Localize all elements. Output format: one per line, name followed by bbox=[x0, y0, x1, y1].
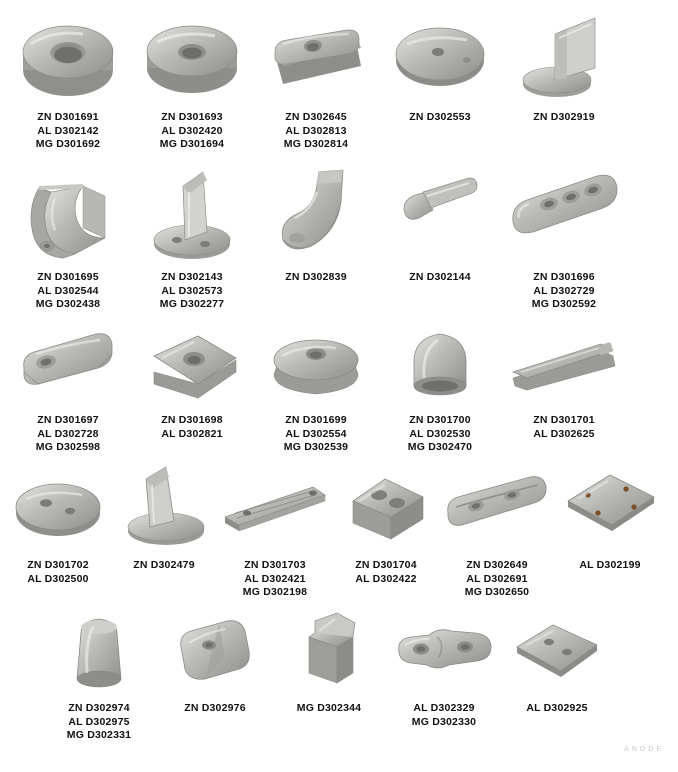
code-line: AL D302530 bbox=[409, 427, 471, 440]
product-codes bbox=[160, 271, 224, 312]
product-cell bbox=[332, 461, 440, 586]
code-line: AL D302925 bbox=[526, 702, 588, 714]
product-cell bbox=[218, 461, 332, 600]
code-line: AL D302544 bbox=[37, 284, 99, 297]
product-cell bbox=[254, 316, 378, 455]
code-line: AL D302813 bbox=[285, 124, 347, 137]
product-codes bbox=[409, 111, 471, 125]
code-line: ZN D302479 bbox=[133, 559, 195, 571]
long-rail-anode-image bbox=[218, 461, 332, 556]
tapered-disc-anode-image bbox=[254, 316, 378, 411]
product-codes bbox=[355, 559, 417, 586]
code-line: MG D302330 bbox=[411, 715, 477, 728]
code-line: ZN D301701 bbox=[533, 414, 595, 426]
product-cell bbox=[6, 158, 130, 312]
angled-block-anode-image bbox=[6, 316, 130, 411]
product-cell bbox=[502, 316, 626, 441]
code-line: ZN D302919 bbox=[533, 111, 595, 123]
code-line: AL D302500 bbox=[27, 572, 89, 585]
round-disc-anode-image bbox=[378, 8, 502, 108]
product-cell bbox=[440, 461, 554, 600]
stepped-block-anode-image bbox=[272, 607, 386, 699]
code-line: AL D302142 bbox=[37, 124, 99, 137]
square-plate-anode-image bbox=[554, 461, 666, 556]
product-row bbox=[0, 461, 678, 607]
code-line: ZN D301704 bbox=[355, 559, 417, 571]
ring-anode-thick-image bbox=[130, 8, 254, 108]
code-line: AL D302573 bbox=[161, 284, 223, 297]
code-line: AL D302421 bbox=[244, 572, 306, 585]
trim-tab-fin-anode-image bbox=[130, 158, 254, 268]
code-line: MG D302650 bbox=[464, 586, 530, 598]
product-cell bbox=[554, 461, 666, 573]
code-line: ZN D302143 bbox=[161, 271, 223, 283]
product-row bbox=[0, 607, 678, 757]
code-line: ZN D302976 bbox=[184, 702, 246, 714]
product-cell bbox=[378, 158, 502, 285]
cylinder-cap-anode-image bbox=[40, 607, 158, 699]
product-codes bbox=[184, 702, 246, 716]
watermark: ANODE bbox=[624, 746, 664, 753]
code-line: AL D302821 bbox=[161, 427, 223, 440]
code-line: ZN D302553 bbox=[409, 111, 471, 123]
product-codes bbox=[160, 111, 224, 152]
bolt-pin-anode-image bbox=[378, 158, 502, 268]
cone-nut-anode-image bbox=[378, 316, 502, 411]
product-codes bbox=[532, 271, 596, 312]
product-cell bbox=[502, 8, 626, 125]
product-cell bbox=[502, 607, 612, 716]
code-line: MG D302598 bbox=[35, 441, 101, 453]
bolt-on-plate-anode-image bbox=[502, 607, 612, 699]
code-line: ZN D301699 bbox=[285, 414, 347, 426]
product-cell bbox=[272, 607, 386, 716]
product-cell bbox=[254, 8, 378, 152]
product-cell bbox=[130, 316, 254, 441]
code-line: MG D302592 bbox=[531, 298, 597, 310]
code-line: MG D302277 bbox=[159, 298, 225, 310]
code-line: ZN D301700 bbox=[409, 414, 471, 426]
code-line: ZN D302645 bbox=[285, 111, 347, 123]
code-line: ZN D301691 bbox=[37, 111, 99, 123]
code-line: ZN D301693 bbox=[161, 111, 223, 123]
product-cell bbox=[378, 8, 502, 125]
product-codes bbox=[243, 559, 307, 600]
product-cell bbox=[158, 607, 272, 716]
code-line: AL D302625 bbox=[533, 427, 595, 440]
product-cell bbox=[6, 8, 130, 152]
code-line: AL D302420 bbox=[161, 124, 223, 137]
product-codes bbox=[409, 271, 471, 285]
product-cell bbox=[130, 8, 254, 152]
product-codes bbox=[67, 702, 131, 743]
code-line: MG D302198 bbox=[242, 586, 308, 598]
product-codes bbox=[412, 702, 476, 729]
code-line: AL D302199 bbox=[579, 559, 641, 571]
code-line: ZN D302839 bbox=[285, 271, 347, 283]
twin-eye-bracket-anode-image bbox=[386, 607, 502, 699]
cube-block-anode-image bbox=[332, 461, 440, 556]
code-line: ZN D302649 bbox=[466, 559, 528, 571]
ring-anode-large-image bbox=[6, 8, 130, 108]
code-line: ZN D301698 bbox=[161, 414, 223, 426]
code-line: ZN D301695 bbox=[37, 271, 99, 283]
slim-bar-anode-image bbox=[502, 316, 626, 411]
code-line: MG D302344 bbox=[296, 702, 362, 714]
rectangular-plate-anode-image bbox=[254, 8, 378, 108]
code-line: AL D302975 bbox=[68, 715, 130, 728]
product-codes bbox=[36, 111, 100, 152]
product-cell bbox=[6, 461, 110, 586]
code-line: ZN D302974 bbox=[68, 702, 130, 714]
curved-fin-anode-image bbox=[254, 158, 378, 268]
code-line: AL D302728 bbox=[37, 427, 99, 440]
code-line: MG D301692 bbox=[35, 138, 101, 150]
code-line: AL D302729 bbox=[533, 284, 595, 297]
product-cell bbox=[254, 158, 378, 285]
code-line: ZN D301697 bbox=[37, 414, 99, 426]
product-row bbox=[0, 8, 678, 158]
product-codes bbox=[579, 559, 640, 573]
rudder-fin-anode-image bbox=[110, 461, 218, 556]
product-codes bbox=[297, 702, 361, 716]
code-line: AL D302691 bbox=[466, 572, 528, 585]
product-codes bbox=[284, 111, 348, 152]
bar-bracket-anode-image bbox=[502, 158, 626, 268]
product-codes bbox=[408, 414, 472, 455]
product-cell bbox=[110, 461, 218, 573]
collar-clamp-anode-image bbox=[6, 158, 130, 268]
product-cell bbox=[6, 316, 130, 455]
split-bar-anode-image bbox=[440, 461, 554, 556]
code-line: ZN D302144 bbox=[409, 271, 471, 283]
product-codes bbox=[526, 702, 587, 716]
code-line: AL D302329 bbox=[413, 702, 475, 714]
product-codes bbox=[284, 414, 348, 455]
code-line: AL D302554 bbox=[285, 427, 347, 440]
fin-trim-tab-anode-image bbox=[502, 8, 626, 108]
product-codes bbox=[36, 271, 100, 312]
product-cell bbox=[378, 316, 502, 455]
product-codes bbox=[465, 559, 529, 600]
code-line: MG D302539 bbox=[283, 441, 349, 453]
square-block-anode-image bbox=[130, 316, 254, 411]
code-line: MG D302814 bbox=[283, 138, 349, 150]
code-line: MG D302470 bbox=[407, 441, 473, 453]
code-line: MG D302331 bbox=[66, 729, 132, 741]
wedge-anode-image bbox=[158, 607, 272, 699]
code-line: ZN D301703 bbox=[244, 559, 306, 571]
product-codes bbox=[285, 271, 347, 285]
code-line: ZN D301696 bbox=[533, 271, 595, 283]
code-line: AL D302422 bbox=[355, 572, 417, 585]
product-codes bbox=[133, 559, 195, 573]
product-cell bbox=[386, 607, 502, 729]
product-codes bbox=[27, 559, 89, 586]
product-codes bbox=[533, 414, 595, 441]
code-line: MG D301694 bbox=[159, 138, 225, 150]
product-row bbox=[0, 316, 678, 461]
code-line: ZN D301702 bbox=[27, 559, 89, 571]
product-row bbox=[0, 158, 678, 316]
product-codes bbox=[36, 414, 100, 455]
product-cell bbox=[502, 158, 626, 312]
product-codes bbox=[161, 414, 223, 441]
product-codes bbox=[533, 111, 595, 125]
product-cell bbox=[40, 607, 158, 743]
product-cell bbox=[130, 158, 254, 312]
flat-round-plate-anode-image bbox=[6, 461, 110, 556]
code-line: MG D302438 bbox=[35, 298, 101, 310]
